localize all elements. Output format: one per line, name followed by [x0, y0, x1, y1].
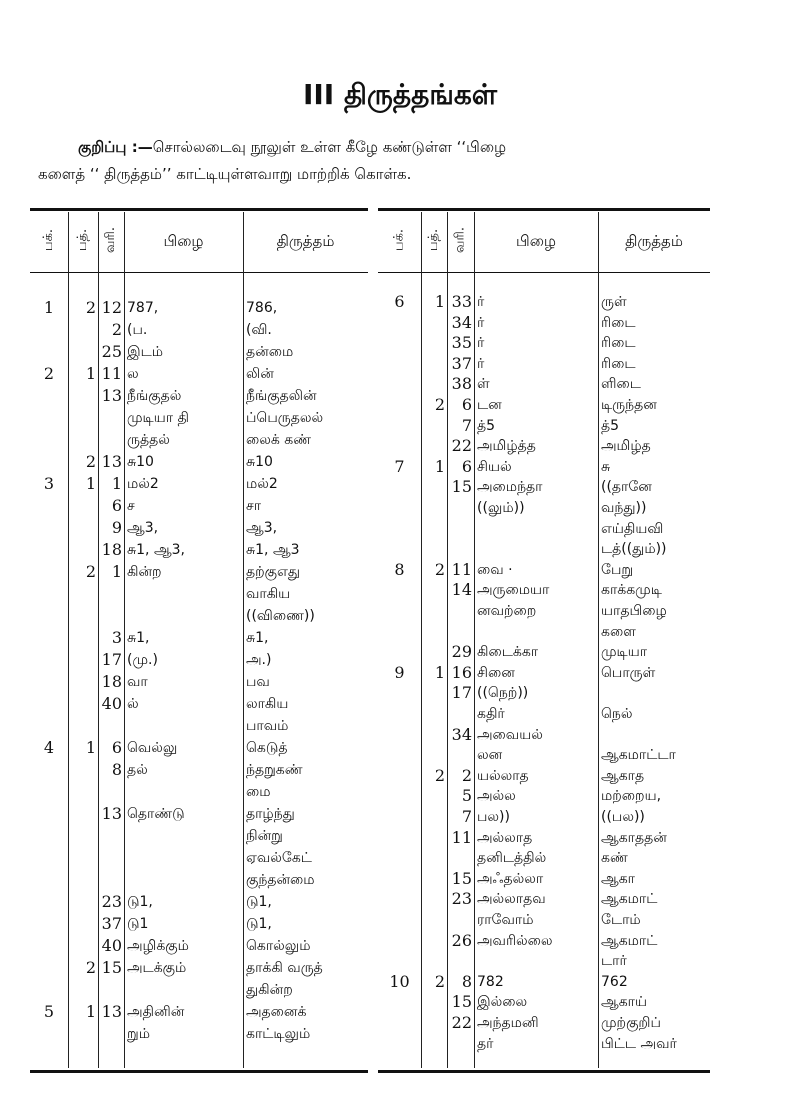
top-rule-left	[30, 208, 368, 211]
error-cell: ஆ3,	[127, 520, 159, 536]
correction-cell: முற்குறிப்	[601, 1015, 661, 1031]
correction-cell: ஏவல்கேட்	[246, 850, 312, 866]
line-cell: 40	[101, 936, 122, 955]
line-cell: 37	[451, 353, 472, 373]
header-page: பக்.	[41, 228, 56, 252]
error-cell: தொண்டு	[127, 806, 185, 822]
table-row	[0, 704, 800, 724]
para-cell: 1	[434, 662, 445, 682]
line-cell: 17	[451, 683, 472, 703]
page-cell: 2	[43, 364, 55, 383]
error-cell: வெல்லு	[127, 740, 178, 756]
page-cell: 10	[389, 971, 410, 991]
correction-cell: ஆ3,	[246, 520, 278, 536]
error-cell: டு1	[127, 916, 149, 932]
error-cell: ல	[127, 366, 139, 382]
line-cell: 25	[101, 342, 122, 361]
line-cell: 35	[451, 333, 472, 353]
para-cell: 2	[85, 958, 96, 977]
table-row	[0, 539, 800, 559]
correction-note	[38, 134, 728, 188]
table-row	[0, 663, 800, 683]
correction-cell: டத்((தும்))	[601, 541, 667, 558]
table-row	[0, 828, 800, 848]
error-cell: த்5	[477, 417, 496, 434]
line-cell: 1	[111, 562, 122, 581]
table-row	[0, 910, 800, 930]
correction-cell: கொல்லும்	[246, 938, 311, 954]
error-cell: அவரில்லை	[477, 932, 553, 949]
error-cell: ர்	[477, 294, 485, 310]
table-row	[0, 601, 800, 621]
note-text-2: களைத் ‘‘ திருத்தம்’’ காட்டியுள்ளவாறு மாற்றிக் கொள்க.	[38, 165, 412, 183]
table-row	[0, 560, 800, 580]
correction-cell: ஆகமாட்டா	[601, 747, 676, 764]
table-row	[0, 766, 800, 786]
error-cell: ச	[127, 498, 135, 514]
note-label: குறிப்பு :—	[78, 138, 153, 156]
correction-cell: ((விணை))	[246, 608, 315, 624]
line-cell: 8	[111, 760, 122, 779]
correction-cell: பொருள்	[601, 664, 656, 681]
correction-cell: ரிடை	[601, 335, 636, 352]
error-cell: டு1,	[127, 894, 153, 910]
correction-cell: அதனைக்	[246, 1004, 307, 1020]
error-cell: அவையல்	[477, 726, 543, 743]
header-rule-right	[378, 272, 710, 273]
correction-cell: ஆகாய்	[601, 994, 647, 1011]
line-cell: 29	[451, 642, 472, 662]
line-cell: 26	[451, 930, 472, 950]
correction-cell: வந்து))	[601, 500, 647, 516]
para-cell: 1	[85, 364, 96, 383]
correction-cell: நெல்	[601, 706, 633, 722]
error-cell: அந்தமனி	[477, 1015, 539, 1031]
note-text-1: சொல்லடைவு நூலுள் உள்ள கீழே கண்டுள்ள ‘‘பிழை	[152, 138, 507, 156]
correction-cell: சு1,	[246, 630, 269, 646]
correction-cell: ஆகமாட்	[601, 891, 658, 908]
page-cell: 6	[394, 292, 405, 311]
line-cell: 7	[461, 807, 472, 826]
table-row	[0, 374, 800, 394]
para-cell: 2	[85, 562, 96, 581]
correction-cell: ((தானே	[601, 479, 652, 496]
correction-cell: தன்மை	[246, 344, 294, 360]
error-cell: அடக்கும்	[127, 960, 187, 976]
line-cell: 8	[461, 971, 472, 991]
table-row	[0, 869, 800, 889]
correction-cell: கண்	[601, 850, 628, 867]
table-row	[0, 642, 800, 662]
table-row	[0, 725, 800, 745]
error-cell: டன	[477, 397, 502, 413]
header-para: பத்.	[75, 228, 90, 252]
table-row	[0, 416, 800, 436]
error-cell: 787,	[127, 300, 159, 316]
line-cell: 2	[461, 765, 472, 785]
correction-cell: பவ	[246, 674, 270, 690]
correction-cell: லாகிய	[246, 696, 289, 712]
error-cell: ((நெற்))	[477, 685, 529, 702]
correction-cell: ரிடை	[601, 314, 636, 331]
error-cell: ர்	[477, 335, 485, 352]
table-row	[0, 745, 800, 765]
correction-cell: காட்டிலும்	[246, 1026, 311, 1042]
correction-cell: நின்று	[246, 828, 283, 844]
para-cell: 2	[85, 298, 96, 317]
line-cell: 11	[451, 827, 472, 847]
error-cell: அதினின்	[127, 1004, 185, 1020]
correction-cell: சு1, ஆ3	[246, 542, 300, 558]
correction-cell: டார்	[601, 953, 627, 970]
error-cell: நீங்குதல்	[127, 388, 182, 404]
correction-cell: ஆகா	[601, 870, 635, 887]
error-cell: தல்	[127, 762, 148, 778]
correction-cell: டு1,	[246, 894, 272, 910]
error-cell: ருத்தல்	[127, 432, 170, 448]
line-cell: 6	[111, 738, 122, 757]
error-cell: ள்	[477, 376, 490, 393]
error-cell: அமிழ்த்த	[477, 438, 536, 455]
para-cell: 2	[85, 452, 96, 471]
correction-cell: கெடுத்	[246, 740, 288, 756]
correction-cell: டு1,	[246, 916, 272, 932]
error-cell: சு1,	[127, 630, 150, 646]
para-cell: 2	[434, 971, 445, 991]
page-cell: 4	[43, 738, 55, 757]
error-cell: (மு.)	[127, 652, 158, 668]
page-cell: 1	[43, 298, 55, 317]
header-line: வரி.	[103, 227, 118, 253]
page-cell: 5	[43, 1002, 55, 1021]
table-row	[0, 313, 800, 333]
header-rule-left	[30, 272, 368, 273]
error-cell: அருமையா	[477, 582, 550, 599]
line-cell: 13	[101, 452, 122, 471]
correction-cell: தற்குஎது	[246, 564, 301, 580]
line-cell: 7	[461, 415, 472, 435]
line-cell: 9	[111, 518, 122, 537]
header-line: வரி.	[452, 227, 468, 253]
error-cell: கதிர்	[477, 706, 505, 722]
table-row	[0, 354, 800, 374]
header-correction: திருத்தம்	[625, 232, 683, 250]
error-cell: முடியா தி	[127, 410, 189, 426]
para-cell: 1	[434, 456, 445, 476]
correction-cell: காக்கமுடி	[601, 582, 662, 599]
table-row	[0, 457, 800, 477]
table-row	[0, 1034, 800, 1054]
error-cell: (ப.	[127, 322, 148, 338]
page-cell: 7	[394, 456, 405, 476]
table-row	[0, 683, 800, 703]
bottom-rule-left	[30, 1070, 368, 1073]
line-cell: 22	[451, 1013, 472, 1032]
para-cell: 1	[85, 738, 96, 757]
para-cell: 2	[434, 395, 445, 414]
error-cell: யல்லாத	[477, 767, 529, 784]
error-cell: றும்	[127, 1026, 150, 1042]
correction-cell: அமிழ்த	[601, 438, 651, 455]
line-cell: 34	[451, 312, 472, 332]
correction-cell: ருள்	[601, 294, 627, 310]
line-cell: 13	[101, 1002, 122, 1021]
error-cell: வா	[127, 674, 148, 690]
line-cell: 15	[451, 992, 472, 1012]
page-title: III திருத்தங்கள்	[302, 78, 498, 111]
table-row	[0, 972, 800, 992]
correction-cell: மல்2	[246, 476, 278, 492]
table-row	[0, 992, 800, 1012]
error-cell: னவற்றை	[477, 603, 537, 619]
error-cell: சு1, ஆ3,	[127, 542, 186, 558]
table-row	[0, 519, 800, 539]
error-cell: கிடைக்கா	[477, 644, 539, 661]
para-cell: 2	[434, 559, 445, 579]
correction-cell: குந்தன்மை	[246, 872, 315, 888]
para-cell: 1	[85, 474, 96, 493]
error-cell: சு10	[127, 454, 154, 470]
line-cell: 15	[101, 958, 122, 977]
correction-cell: த்5	[601, 417, 620, 434]
correction-cell: பாவம்	[246, 718, 289, 734]
table-row	[0, 333, 800, 353]
correction-cell: ஆகமாட்	[601, 932, 658, 949]
line-cell: 13	[101, 804, 122, 823]
table-row	[0, 1013, 800, 1033]
table-row	[0, 786, 800, 806]
table-row	[0, 395, 800, 415]
error-cell: அஃதல்லா	[477, 870, 544, 887]
error-cell: ((லும்))	[477, 500, 525, 516]
error-cell: அல்லாத	[477, 829, 533, 846]
line-cell: 22	[451, 436, 472, 456]
top-rule-right	[378, 208, 710, 211]
table-row	[0, 807, 800, 827]
correction-cell: டிருந்தன	[601, 397, 657, 413]
error-cell: 782	[477, 973, 504, 990]
table-row	[0, 622, 800, 642]
correction-cell: லைக் கண்	[246, 432, 312, 448]
table-row	[0, 848, 800, 868]
error-cell: கின்ற	[127, 564, 162, 580]
error-cell: ல்	[127, 696, 139, 712]
correction-cell: ஆகாததன்	[601, 829, 667, 846]
line-cell: 37	[101, 914, 122, 933]
line-cell: 23	[101, 892, 122, 911]
error-cell: மல்2	[127, 476, 159, 492]
correction-cell: (வி.	[246, 322, 272, 338]
correction-cell: ளிடை	[601, 376, 641, 393]
note-line-1	[38, 134, 728, 161]
table-row	[0, 436, 800, 456]
line-cell: 18	[101, 540, 122, 559]
correction-cell: நீங்குதலின்	[246, 388, 317, 404]
table-row	[0, 477, 800, 497]
line-cell: 15	[451, 477, 472, 497]
para-cell: 1	[434, 292, 445, 311]
correction-cell: முடியா	[601, 644, 648, 661]
correction-cell: 762	[601, 973, 628, 990]
page-cell: 3	[43, 474, 55, 493]
error-cell: சியல்	[477, 458, 512, 475]
header-para: பத்.	[426, 228, 441, 252]
line-cell: 5	[461, 786, 472, 806]
line-cell: 11	[451, 559, 472, 579]
line-cell: 3	[111, 628, 122, 647]
table-row	[0, 951, 800, 971]
correction-cell: மற்றைய,	[601, 788, 662, 805]
error-cell: பல))	[477, 809, 510, 825]
correction-cell: துகின்ற	[246, 982, 293, 998]
table-row	[0, 580, 800, 600]
error-cell: அல்ல	[477, 788, 516, 805]
para-cell: 1	[85, 1002, 96, 1021]
error-cell: ர்	[477, 314, 485, 331]
correction-cell: டோம்	[601, 912, 641, 928]
correction-cell: அ.)	[246, 652, 272, 668]
error-cell: இடம்	[127, 344, 164, 360]
line-cell: 34	[451, 724, 472, 744]
bottom-rule-right	[378, 1070, 710, 1073]
table-row	[0, 292, 800, 312]
error-cell: இல்லை	[477, 994, 528, 1011]
table-row	[0, 889, 800, 909]
header-error: பிழை	[163, 232, 204, 250]
line-cell: 18	[101, 672, 122, 691]
correction-cell: பேறு	[601, 561, 634, 578]
page-cell: 8	[394, 559, 405, 579]
header-page: பக்.	[391, 228, 407, 252]
page-cell: 9	[394, 662, 405, 682]
correction-cell: எய்தியவி	[601, 520, 664, 537]
correction-cell: களை	[601, 623, 636, 640]
line-cell: 17	[101, 650, 122, 669]
para-cell: 2	[434, 765, 445, 785]
line-cell: 1	[111, 474, 122, 493]
header-correction: திருத்தம்	[276, 232, 335, 250]
line-cell: 13	[101, 386, 122, 405]
error-cell: அல்லாதவ	[477, 891, 546, 908]
error-cell: அமைந்தா	[477, 479, 543, 496]
error-cell: வை ·	[477, 561, 513, 578]
error-cell: சினை	[477, 664, 515, 681]
correction-cell: வாகிய	[246, 586, 291, 602]
error-cell: ர்	[477, 355, 485, 372]
correction-cell: பிட்ட அவர்	[601, 1035, 677, 1052]
error-cell: தனிடத்தில்	[477, 850, 547, 867]
correction-cell: ப்பெருதலல்	[246, 410, 324, 426]
line-cell: 40	[101, 694, 122, 713]
correction-cell: ரிடை	[601, 355, 636, 372]
line-cell: 33	[451, 292, 472, 311]
correction-cell: சு	[601, 458, 611, 475]
line-cell: 6	[461, 456, 472, 476]
correction-cell: லின்	[246, 366, 274, 382]
correction-cell: மை	[246, 784, 271, 800]
error-cell: தர்	[477, 1035, 494, 1052]
line-cell: 6	[111, 496, 122, 515]
correction-cell: தாக்கி வருத்	[246, 960, 323, 976]
header-error: பிழை	[516, 232, 556, 250]
table-row	[0, 498, 800, 518]
table-row	[0, 931, 800, 951]
line-cell: 14	[451, 580, 472, 600]
correction-cell: தாழ்ந்து	[246, 806, 295, 822]
correction-cell: யாதபிழை	[601, 603, 667, 619]
error-cell: ராவோம்	[477, 912, 534, 928]
line-cell: 23	[451, 889, 472, 909]
line-cell: 16	[451, 662, 472, 682]
line-cell: 11	[101, 364, 122, 383]
line-cell: 12	[101, 298, 122, 317]
correction-cell: ((பல))	[601, 809, 645, 825]
correction-cell: 786,	[246, 300, 278, 316]
correction-cell: சு10	[246, 454, 273, 470]
line-cell: 6	[461, 395, 472, 414]
line-cell: 2	[111, 320, 122, 339]
line-cell: 38	[451, 374, 472, 394]
error-cell: லன	[477, 747, 503, 764]
line-cell: 15	[451, 868, 472, 888]
correction-cell: ஆகாத	[601, 767, 645, 784]
error-cell: அழிக்கும்	[127, 938, 189, 954]
correction-cell: சா	[246, 498, 262, 514]
correction-cell: ந்தறுகண்	[246, 762, 303, 778]
